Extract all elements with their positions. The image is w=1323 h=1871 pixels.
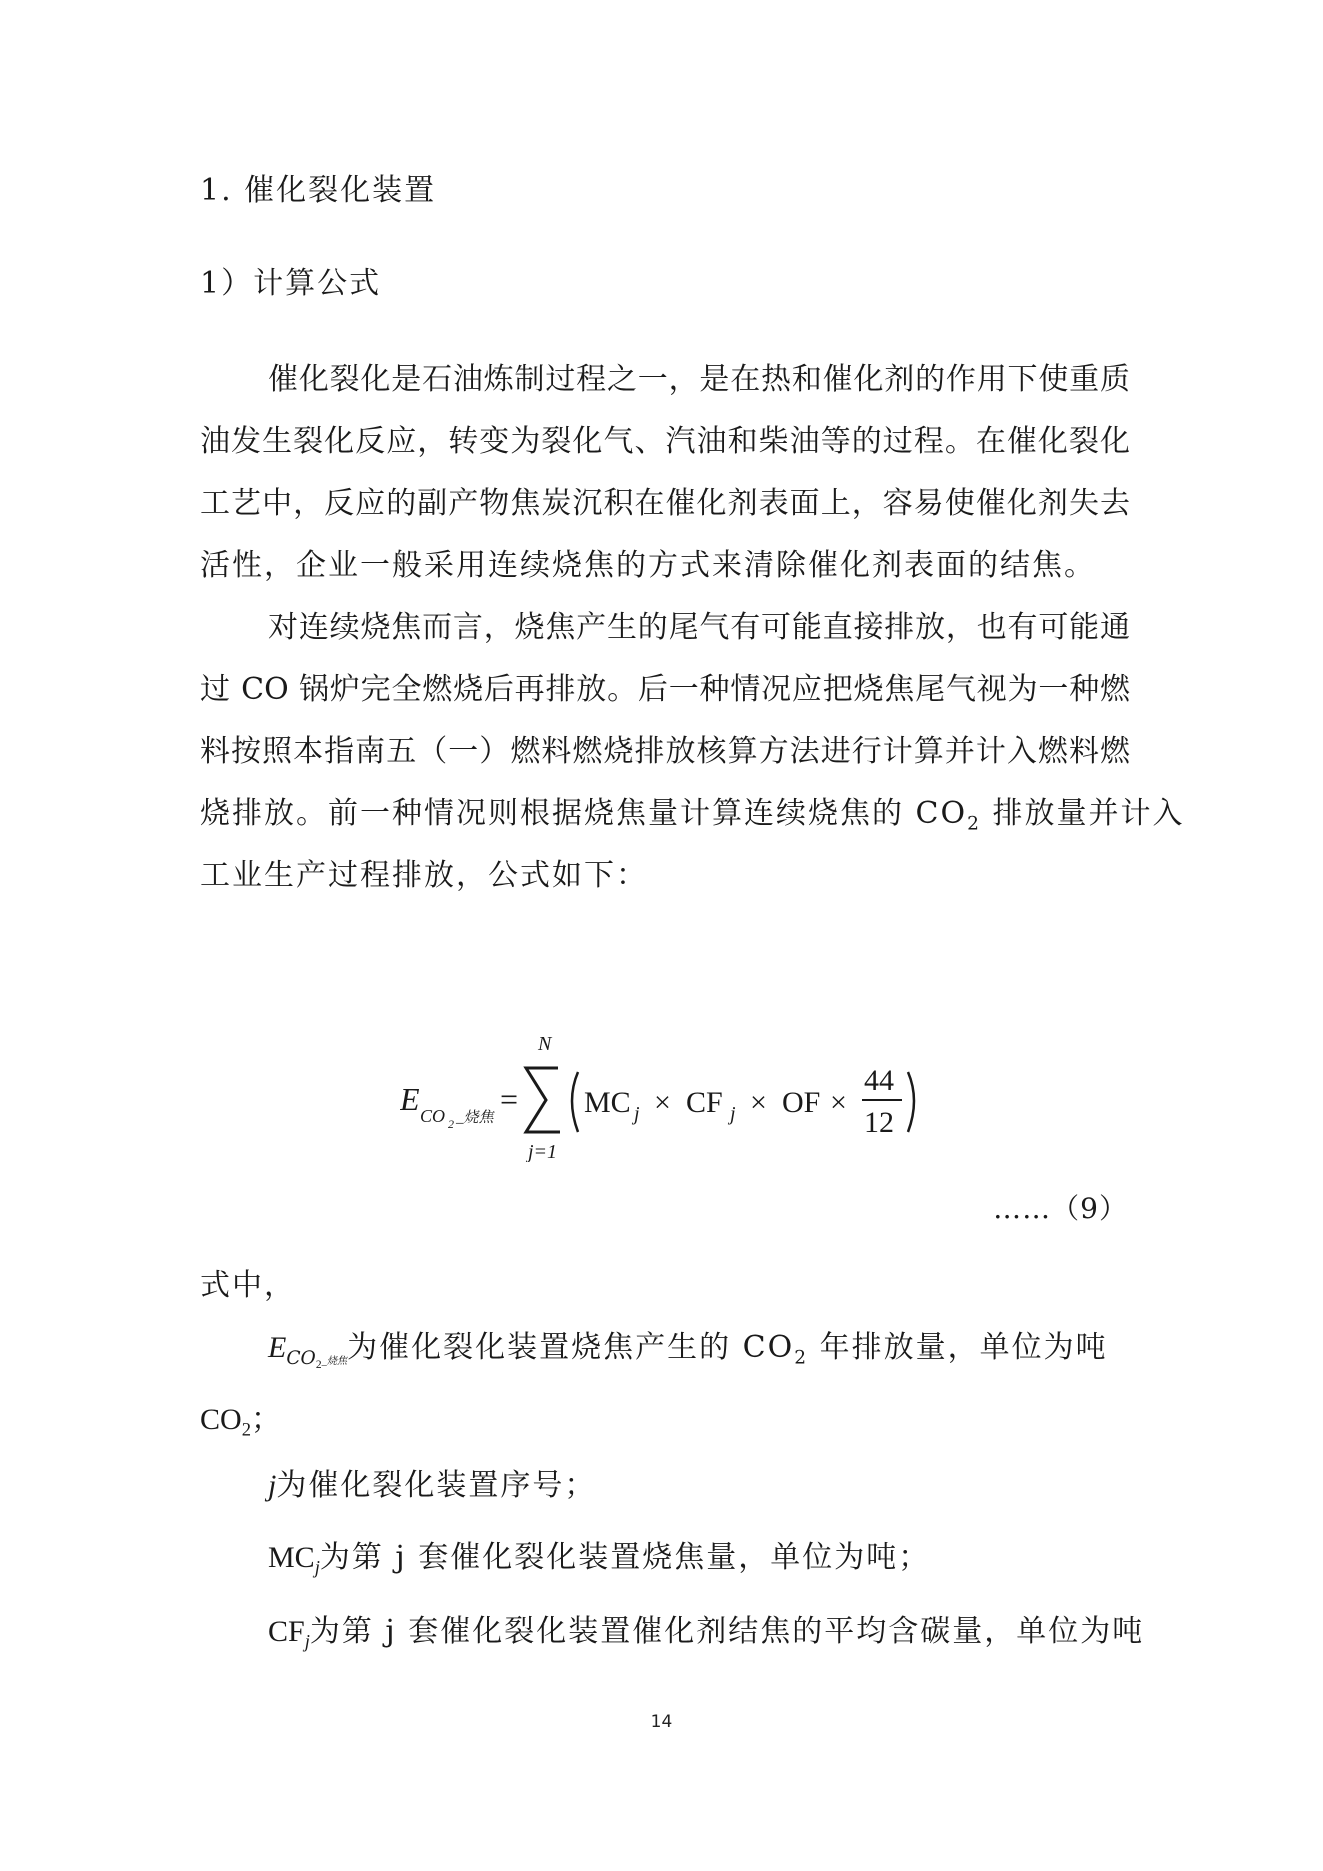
formula-lhs: E <box>400 1081 420 1117</box>
term-cf-index: j <box>730 1103 736 1125</box>
times-3: × <box>830 1086 847 1119</box>
right-paren <box>908 1072 914 1132</box>
paragraph-line <box>200 794 1185 835</box>
def-text: CO <box>200 1403 242 1436</box>
var-mc: MC <box>268 1541 315 1574</box>
subscript: 2 <box>794 1347 809 1369</box>
var-e-sub-suffix: _烧焦 <box>321 1355 348 1367</box>
term-mc: MC <box>584 1086 631 1119</box>
definition-line <box>200 1400 1130 1440</box>
var-e-sub <box>286 1348 347 1369</box>
definition-line <box>268 1612 1145 1653</box>
paragraph-line: 料按照本指南五（一）燃料燃烧排放核算方法进行计算并计入燃料燃 <box>200 734 1130 769</box>
subscript: 2 <box>241 1419 251 1441</box>
sum-upper: N <box>538 1033 552 1055</box>
def-text: 为催化裂化装置烧焦产生的 CO <box>347 1330 795 1365</box>
where-label: 式中， <box>200 1268 296 1303</box>
def-text: 为催化裂化装置序号； <box>276 1468 597 1503</box>
def-text: 为第 j 套催化裂化装置烧焦量，单位为吨； <box>319 1540 931 1575</box>
section-heading: 1. 催化裂化装置 <box>200 173 437 208</box>
text-span: 烧排放。前一种情况则根据烧焦量计算连续烧焦的 CO <box>200 796 968 831</box>
def-text: 为第 j 套催化裂化装置催化剂结焦的平均含碳量，单位为吨 <box>309 1614 1145 1649</box>
fraction-numerator: 44 <box>864 1064 894 1097</box>
paragraph-line: 油发生裂化反应，转变为裂化气、汽油和柴油等的过程。在催化裂化 <box>200 424 1130 459</box>
var-j: j <box>268 1469 277 1502</box>
def-text: ； <box>250 1402 283 1437</box>
text-span: 排放量并计入 <box>980 796 1185 831</box>
paragraph-line: 对连续烧焦而言，烧焦产生的尾气有可能直接排放，也有可能通 <box>268 610 1130 645</box>
left-paren <box>572 1072 578 1132</box>
subsection-heading: 1）计算公式 <box>200 266 382 301</box>
subscript: 2 <box>967 813 981 835</box>
var-cf: CF <box>268 1615 305 1648</box>
definition-line <box>268 1538 1130 1578</box>
paragraph-line: 工业生产过程排放，公式如下： <box>200 858 648 893</box>
term-cf: CF <box>686 1086 723 1119</box>
definition-line <box>268 1328 1130 1371</box>
formula-lhs-sub: CO <box>420 1106 446 1126</box>
paragraph-line: 过 CO 锅炉完全燃烧后再排放。后一种情况应把烧焦尾气视为一种燃 <box>200 672 1130 707</box>
paragraph-line: 活性，企业一般采用连续烧焦的方式来清除催化剂表面的结焦。 <box>200 548 1096 583</box>
formula-lhs-sub2: 2 <box>448 1117 454 1131</box>
fraction-denominator: 12 <box>864 1106 894 1139</box>
times-2: × <box>750 1086 767 1119</box>
term-mc-index: j <box>634 1103 640 1125</box>
var-e-sub-text: CO <box>286 1347 316 1369</box>
paragraph-line: 催化裂化是石油炼制过程之一，是在热和催化剂的作用下使重质 <box>268 362 1130 397</box>
var-e: E <box>268 1331 287 1364</box>
definition-line <box>268 1466 1130 1506</box>
formula-equals: = <box>500 1081 519 1117</box>
term-of: OF <box>782 1086 821 1119</box>
page-number: 14 <box>650 1712 673 1732</box>
var-cf-index: j <box>304 1631 310 1653</box>
sum-sigma-icon <box>526 1068 560 1132</box>
var-mc-index: j <box>314 1557 320 1579</box>
var-e-sub-2: 2 <box>315 1358 322 1371</box>
times-1: × <box>654 1086 671 1119</box>
formula-lhs-suffix: _烧焦 <box>456 1110 494 1126</box>
equation-number: ……（9） <box>993 1192 1128 1225</box>
sum-lower: j=1 <box>528 1141 558 1162</box>
paragraph-line: 工艺中，反应的副产物焦炭沉积在催化剂表面上，容易使催化剂失去 <box>200 486 1130 521</box>
emission-formula <box>400 1032 960 1162</box>
def-text: 年排放量，单位为吨 <box>808 1330 1108 1365</box>
